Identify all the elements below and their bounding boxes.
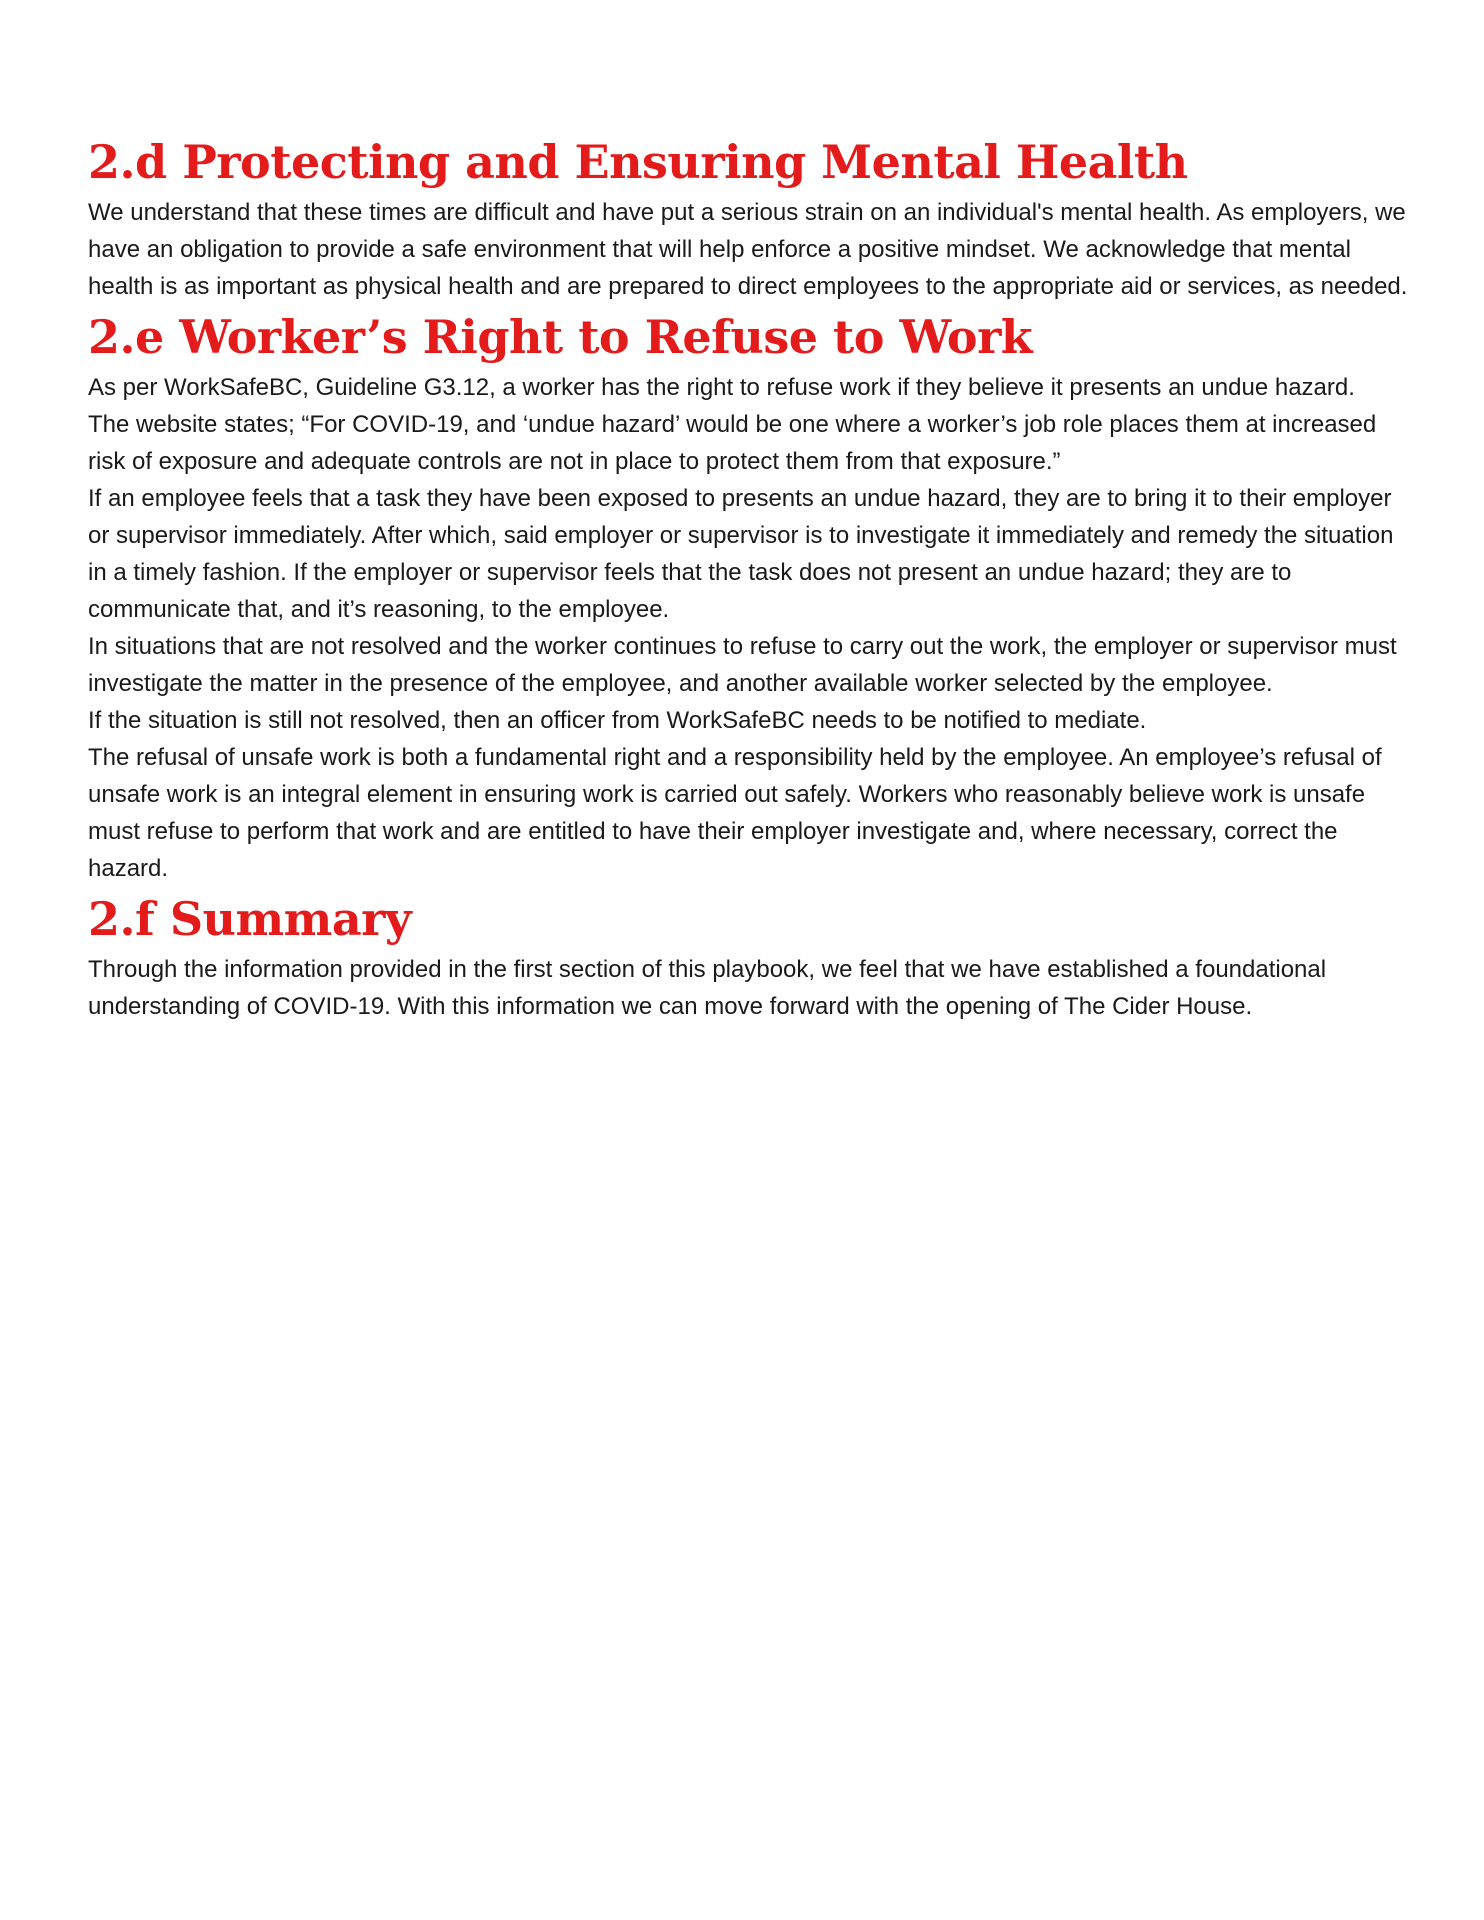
heading-right-to-refuse: 2.e Worker’s Right to Refuse to Work	[88, 310, 1033, 364]
document-page	[88, 130, 1408, 1025]
paragraph-unresolved-situations: In situations that are not resolved and the worker continues to refuse to carry out the work, the employer or supervisor must investigate the matter in the presence of the employee, and another available worker selected by the employee.	[88, 633, 1397, 697]
heading-mental-health: 2.d Protecting and Ensuring Mental Health	[88, 135, 1188, 189]
paragraph-summary: Through the information provided in the first section of this playbook, we feel that we have established a foundational understanding of COVID-19. With this information we can move forward with the opening of The Cider House.	[88, 956, 1327, 1020]
heading-summary: 2.f Summary	[88, 892, 412, 946]
paragraph-refusal-responsibility: The refusal of unsafe work is both a fundamental right and a responsibility held by the employee. An employee’s refusal of unsafe work is an integral element in ensuring work is carried out safely. Workers who reasonably believe work is unsafe must refuse to perform that work and are entitled to have their employer investigate and, where necessary, correct the hazard.	[88, 744, 1382, 882]
paragraph-worksafebc-guideline: As per WorkSafeBC, Guideline G3.12, a worker has the right to refuse work if they believe it presents an undue hazard.	[88, 374, 1355, 401]
paragraph-officer-mediation: If the situation is still not resolved, then an officer from WorkSafeBC needs to be notified to mediate.	[88, 707, 1147, 734]
paragraph-mental-health: We understand that these times are difficult and have put a serious strain on an individual's mental health. As employers, we have an obligation to provide a safe environment that will help enforce a positive mindset. We acknowledge that mental health is as important as physical health and are prepared to direct employees to the appropriate aid or services, as needed.	[88, 199, 1408, 300]
paragraph-employee-reporting: If an employee feels that a task they have been exposed to presents an undue hazard, they are to bring it to their employer or supervisor immediately. After which, said employer or supervisor is to investigate it immediately and remedy the situation in a timely fashion. If the employer or supervisor feels that the task does not present an undue hazard; they are to communicate that, and it’s reasoning, to the employee.	[88, 485, 1394, 623]
paragraph-website-quote: The website states; “For COVID-19, and ‘undue hazard’ would be one where a worker’s job role places them at increased risk of exposure and adequate controls are not in place to protect them from that exposure.”	[88, 411, 1377, 475]
